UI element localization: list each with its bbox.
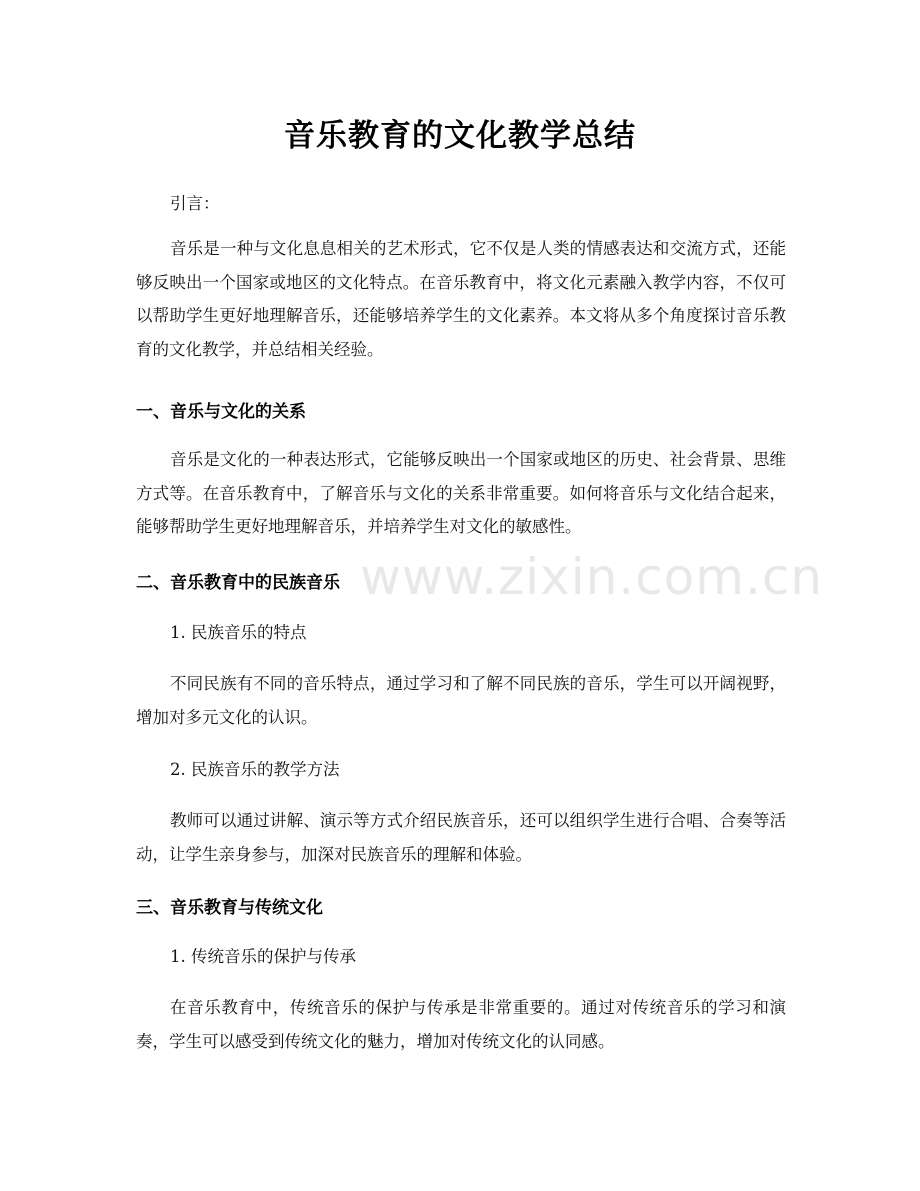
section3-heading: 三、音乐教育与传统文化: [136, 898, 323, 918]
section3-sub1-label: 1. 传统音乐的保护与传承: [170, 947, 356, 966]
section2-sub2-label: 2. 民族音乐的教学方法: [170, 760, 340, 779]
section2-heading: 二、音乐教育中的民族音乐: [136, 573, 340, 593]
section1-paragraph: 音乐是文化的一种表达形式，它能够反映出一个国家或地区的历史、社会背景、思维方式等。在音乐教育中，了解音乐与文化的关系非常重要。如何将音乐与文化结合起来，能够帮助学生更好地理解音乐，并培养学生对文化的敏感性。: [136, 450, 786, 536]
intro-label: 引言：: [170, 194, 220, 213]
section1-heading: 一、音乐与文化的关系: [136, 402, 306, 422]
section2-sub1-paragraph: 不同民族有不同的音乐特点，通过学习和了解不同民族的音乐，学生可以开阔视野，增加对多元文化的认识。: [136, 674, 786, 727]
intro-paragraph: 音乐是一种与文化息息相关的艺术形式，它不仅是人类的情感表达和交流方式，还能够反映出一个国家或地区的文化特点。在音乐教育中，将文化元素融入教学内容，不仅可以帮助学生更好地理解音乐，还能够培养学生的文化素养。本文将从多个角度探讨音乐教育的文化教学，并总结相关经验。: [136, 239, 786, 359]
section2-sub1-label: 1. 民族音乐的特点: [170, 623, 307, 642]
document-title: 音乐教育的文化教学总结: [284, 118, 636, 154]
watermark: www.zixin.com.cn: [360, 548, 824, 606]
section2-sub2-paragraph: 教师可以通过讲解、演示等方式介绍民族音乐，还可以组织学生进行合唱、合奏等活动，让学生亲身参与，加深对民族音乐的理解和体验。: [136, 811, 786, 864]
section3-sub1-paragraph: 在音乐教育中，传统音乐的保护与传承是非常重要的。通过对传统音乐的学习和演奏，学生可以感受到传统文化的魅力，增加对传统文化的认同感。: [136, 998, 786, 1051]
